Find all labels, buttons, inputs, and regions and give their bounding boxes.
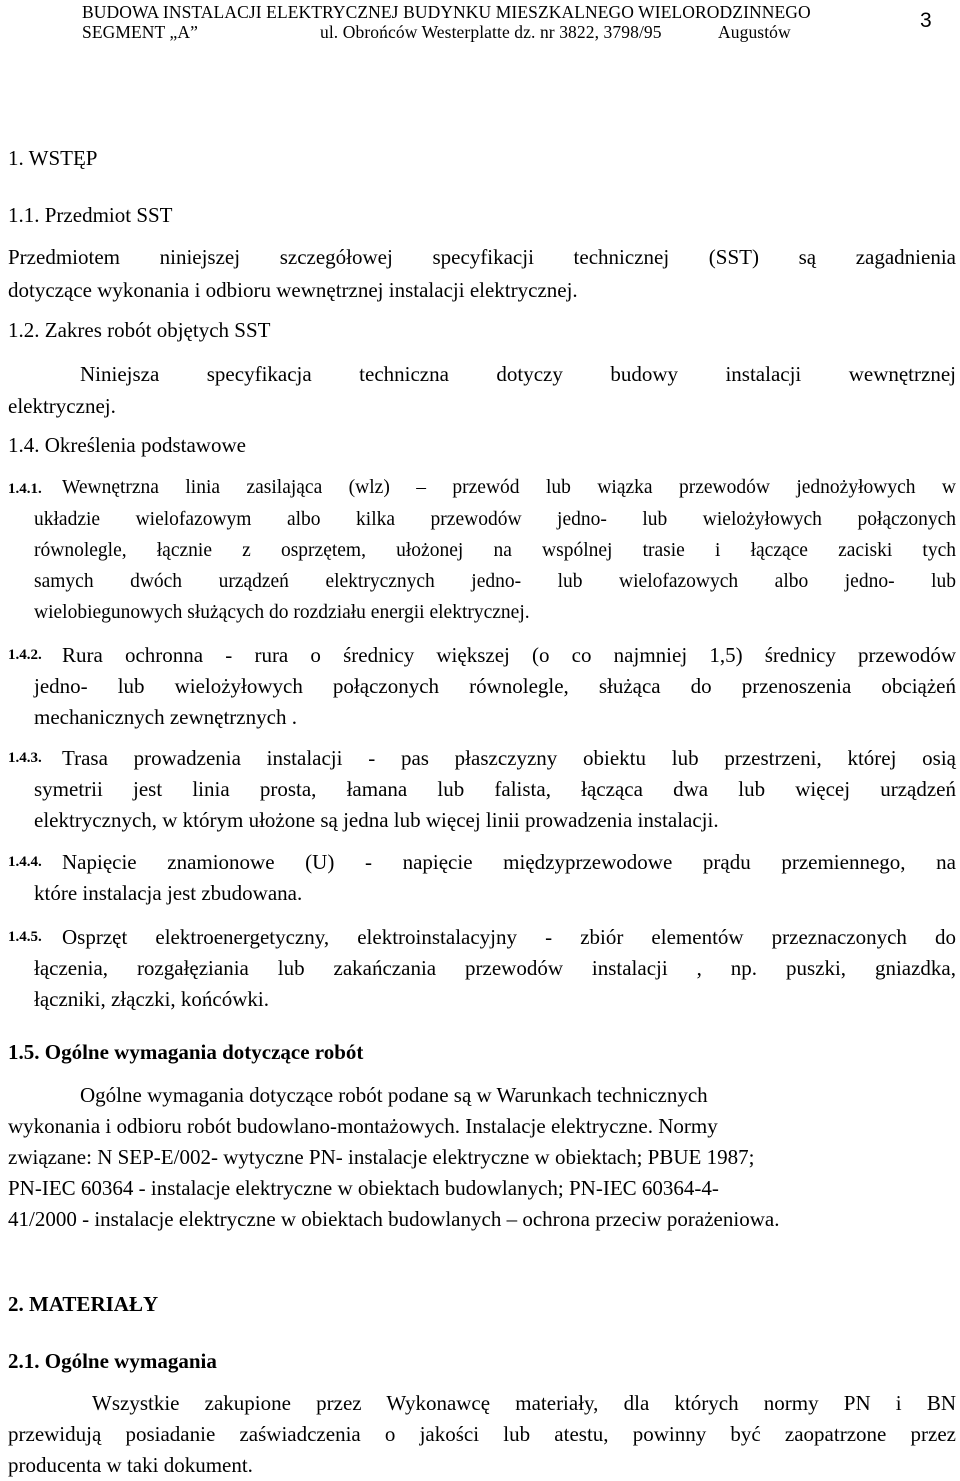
definition-number: 1.4.2. [8,647,42,663]
section-1-2-line: elektrycznej. [8,394,116,418]
section-1-2-title: 1.2. Zakres robót objętych SST [8,318,271,342]
definition-line: Rura ochronna - rura o średnicy większej (o co najmniej 1,5) średnicy przewodów [62,643,956,667]
header-address: ul. Obrońców Westerplatte dz. nr 3822, 3798/95 [320,22,662,42]
definition-line: jedno- lub wielożyłowych połączonych równolegle, służąca do przenoszenia obciążeń [34,674,956,698]
section-1-1-line: Przedmiotem niniejszej szczegółowej specyfikacji technicznej (SST) są zagadnienia [8,245,956,269]
definition-line: równolegle, łącznie z osprzętem, ułożonej na wspólnej trasie i łączące zaciski tych [34,540,956,561]
section-1-1-line: dotyczące wykonania i odbioru wewnętrznej instalacji elektrycznej. [8,278,578,302]
section-1-4-title: 1.4. Określenia podstawowe [8,433,246,457]
section-1-5-line: 41/2000 - instalacje elektryczne w obiektach budowlanych – ochrona przeciw porażeniowa. [8,1207,780,1231]
header-segment: SEGMENT „A” [82,22,198,42]
definition-line: wielobiegunowych służących do rozdziału energii elektrycznej. [34,602,530,623]
definition-number: 1.4.3. [8,750,42,766]
definition-line: Osprzęt elektroenergetyczny, elektroinstalacyjny - zbiór elementów przeznaczonych do [62,925,956,949]
section-1-2-line: Niniejsza specyfikacja techniczna dotyczy budowy instalacji wewnętrznej [80,362,956,386]
definition-number: 1.4.4. [8,854,42,870]
definition-line: Napięcie znamionowe (U) - napięcie międzyprzewodowe prądu przemiennego, na [62,850,956,874]
definition-line: łączniki, złączki, końcówki. [34,987,269,1011]
definition-line: które instalacja jest zbudowana. [34,881,303,905]
section-2-1-line: przewidują posiadanie zaświadczenia o jakości lub atestu, powinny być zaopatrzone przez [8,1422,956,1446]
definition-line: układzie wielofazowym albo kilka przewodów jedno- lub wielożyłowych połączonych [34,509,956,530]
section-1-5-line: wykonania i odbioru robót budowlano-montażowych. Instalacje elektryczne. Normy [8,1114,718,1138]
definition-line: symetrii jest linia prosta, łamana lub falista, łącząca dwa lub więcej urządzeń [34,777,956,801]
section-2-1-line: producenta w taki dokument. [8,1453,253,1477]
section-1-5-title: 1.5. Ogólne wymagania dotyczące robót [8,1040,364,1064]
definition-line: samych dwóch urządzeń elektrycznych jedno- lub wielofazowych albo jedno- lub [34,571,956,592]
definition-line: elektrycznych, w którym ułożone są jedna lub więcej linii prowadzenia instalacji. [34,808,719,832]
definition-number: 1.4.1. [8,481,42,497]
section-1-5-line: PN-IEC 60364 - instalacje elektryczne w obiektach budowlanych; PN-IEC 60364-4- [8,1176,719,1200]
definition-line: Trasa prowadzenia instalacji - pas płaszczyzny obiektu lub przestrzeni, której osią [62,746,956,770]
page-number: 3 [920,9,932,32]
header-city: Augustów [718,22,791,42]
header-title: BUDOWA INSTALACJI ELEKTRYCZNEJ BUDYNKU MIESZKALNEGO WIELORODZINNEGO [82,2,811,22]
definition-line: mechanicznych zewnętrznych . [34,705,297,729]
section-1-1-title: 1.1. Przedmiot SST [8,203,173,227]
section-1-5-line: związane: N SEP-E/002- wytyczne PN- instalacje elektryczne w obiektach; PBUE 1987; [8,1145,755,1169]
section-2-1-line: Wszystkie zakupione przez Wykonawcę materiały, dla których normy PN i BN [92,1391,956,1415]
section-1-5-line: Ogólne wymagania dotyczące robót podane są w Warunkach technicznych [80,1083,708,1107]
section-2-title: 2. MATERIAŁY [8,1292,159,1316]
definition-number: 1.4.5. [8,929,42,945]
section-1-title: 1. WSTĘP [8,146,98,170]
definition-line: łączenia, rozgałęziania lub zakańczania przewodów instalacji , np. puszki, gniazdka, [34,956,956,980]
section-2-1-title: 2.1. Ogólne wymagania [8,1349,217,1373]
definition-line: Wewnętrzna linia zasilająca (wlz) – przewód lub wiązka przewodów jednożyłowych w [62,477,956,498]
